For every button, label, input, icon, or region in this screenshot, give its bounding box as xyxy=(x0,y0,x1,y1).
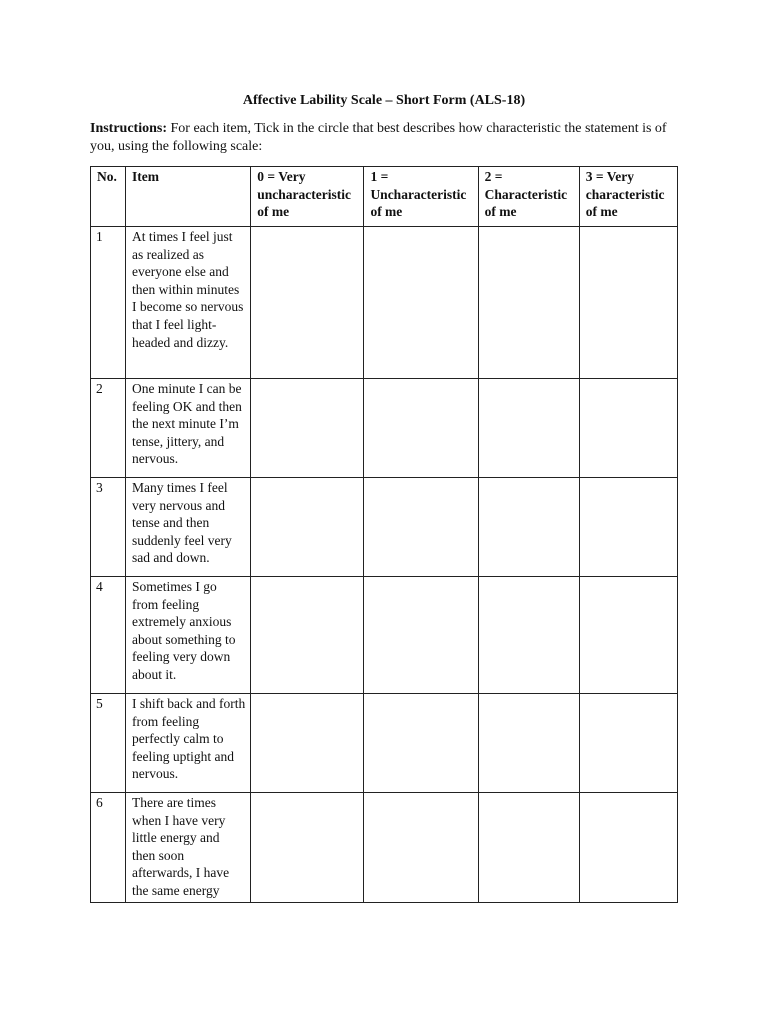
item-text: There are times when I have very little energy and then soon afterwards, I have the same energy xyxy=(126,793,251,903)
table-row xyxy=(91,227,678,379)
item-number: 6 xyxy=(91,793,126,903)
item-number: 3 xyxy=(91,478,126,577)
header-item: Item xyxy=(126,167,251,227)
instructions-text: For each item, Tick in the circle that best describes how characteristic the statement is of you, using the following scale: xyxy=(90,121,667,154)
rating-cell-2[interactable] xyxy=(478,227,579,379)
rating-cell-0[interactable] xyxy=(251,793,364,903)
table-header-row xyxy=(91,167,678,227)
rating-cell-3[interactable] xyxy=(579,694,677,793)
item-number: 2 xyxy=(91,379,126,478)
rating-cell-1[interactable] xyxy=(364,478,478,577)
rating-cell-1[interactable] xyxy=(364,379,478,478)
item-text: Many times I feel very nervous and tense and then suddenly feel very sad and down. xyxy=(126,478,251,577)
header-scale-1: 1 = Uncharacteristic of me xyxy=(364,167,478,227)
table-row xyxy=(91,694,678,793)
rating-cell-2[interactable] xyxy=(478,694,579,793)
table-row xyxy=(91,577,678,694)
rating-cell-0[interactable] xyxy=(251,694,364,793)
item-number: 4 xyxy=(91,577,126,694)
header-scale-2: 2 = Characteristic of me xyxy=(478,167,579,227)
header-scale-0: 0 = Very uncharacteristic of me xyxy=(251,167,364,227)
rating-cell-1[interactable] xyxy=(364,227,478,379)
rating-table xyxy=(90,166,678,903)
item-text: I shift back and forth from feeling perfectly calm to feeling uptight and nervous. xyxy=(126,694,251,793)
item-number: 5 xyxy=(91,694,126,793)
item-text: One minute I can be feeling OK and then the next minute I’m tense, jittery, and nervous. xyxy=(126,379,251,478)
table-row xyxy=(91,478,678,577)
rating-cell-3[interactable] xyxy=(579,227,677,379)
rating-cell-3[interactable] xyxy=(579,478,677,577)
rating-cell-3[interactable] xyxy=(579,577,677,694)
item-number: 1 xyxy=(91,227,126,379)
rating-cell-0[interactable] xyxy=(251,478,364,577)
rating-cell-2[interactable] xyxy=(478,478,579,577)
rating-cell-1[interactable] xyxy=(364,694,478,793)
rating-cell-2[interactable] xyxy=(478,793,579,903)
rating-cell-3[interactable] xyxy=(579,379,677,478)
item-text: At times I feel just as realized as everyone else and then within minutes I become so nervous that I feel light-headed and dizzy. xyxy=(126,227,251,379)
rating-cell-0[interactable] xyxy=(251,577,364,694)
rating-cell-3[interactable] xyxy=(579,793,677,903)
item-text: Sometimes I go from feeling extremely anxious about something to feeling very down about it. xyxy=(126,577,251,694)
header-scale-3: 3 = Very characteristic of me xyxy=(579,167,677,227)
rating-cell-0[interactable] xyxy=(251,227,364,379)
document-title: Affective Lability Scale – Short Form (ALS-18) xyxy=(242,93,526,108)
rating-cell-1[interactable] xyxy=(364,793,478,903)
rating-cell-0[interactable] xyxy=(251,379,364,478)
table-row xyxy=(91,379,678,478)
table-row xyxy=(91,793,678,903)
rating-cell-2[interactable] xyxy=(478,379,579,478)
rating-cell-1[interactable] xyxy=(364,577,478,694)
header-no: No. xyxy=(91,167,126,227)
instructions-paragraph xyxy=(90,120,690,156)
instructions-label: Instructions: xyxy=(90,121,168,136)
rating-cell-2[interactable] xyxy=(478,577,579,694)
